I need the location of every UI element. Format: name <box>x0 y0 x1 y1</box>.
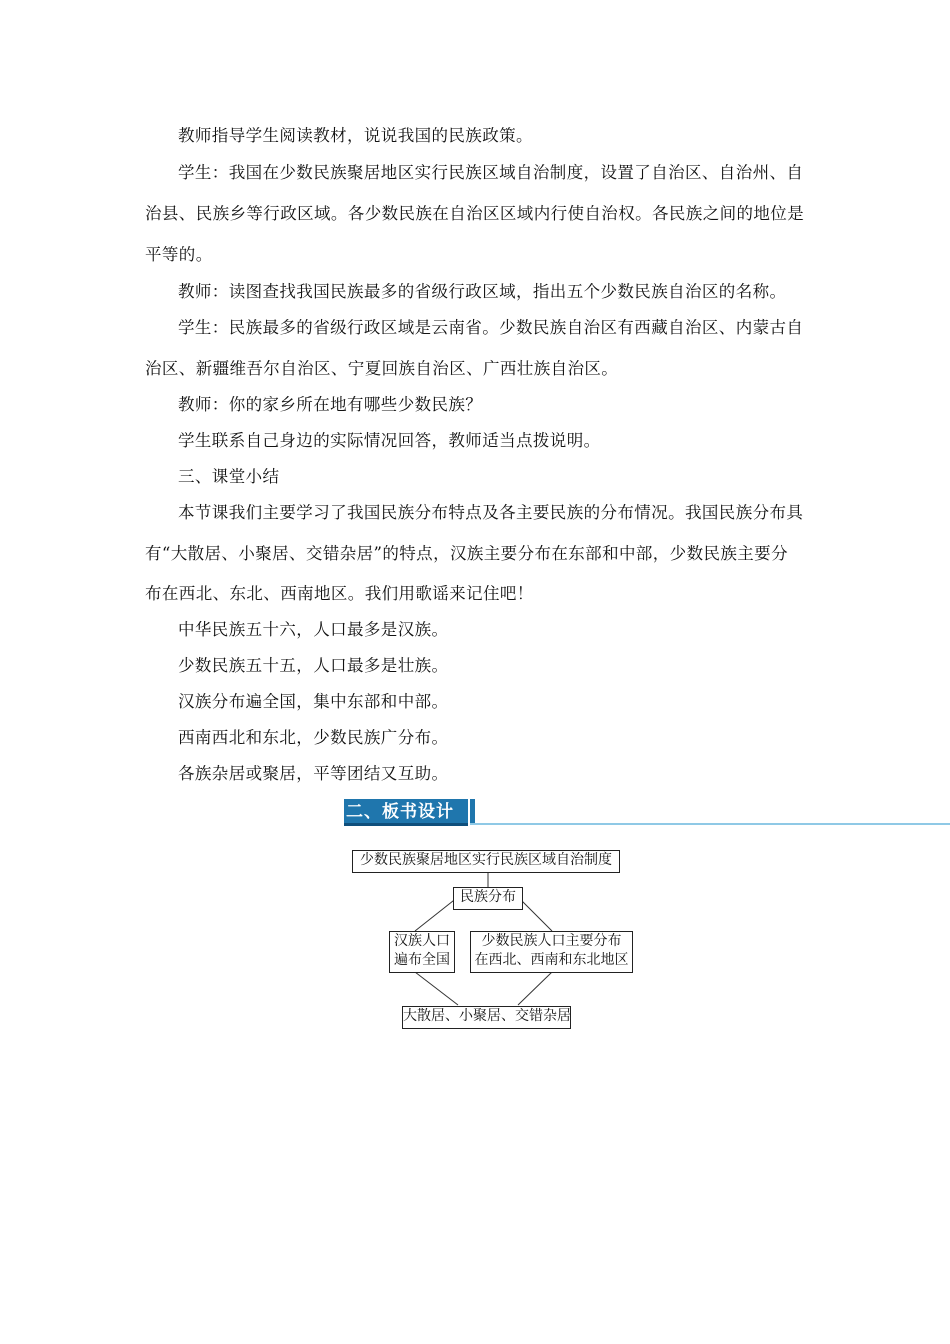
paragraph-1: 教师指导学生阅读教材，说说我国的民族政策。 <box>178 126 533 145</box>
top-box: 少数民族聚居地区实行民族区域自治制度 <box>352 850 620 873</box>
left-box <box>389 931 455 973</box>
summary-line-1: 本节课我们主要学习了我国民族分布特点及各主要民族的分布情况。我国民族分布具 <box>178 503 804 522</box>
connector-left-bottom <box>415 972 458 1005</box>
section-heading-summary: 三、课堂小结 <box>178 467 280 486</box>
bottom-box: 大散居、小聚居、交错杂居 <box>402 1006 571 1029</box>
banner-bar <box>344 799 468 826</box>
rhyme-line-3: 汉族分布遍全国，集中东部和中部。 <box>178 692 449 711</box>
connector-right-bottom <box>518 972 552 1005</box>
rhyme-line-4: 西南西北和东北，少数民族广分布。 <box>178 728 449 747</box>
board-design-diagram <box>340 845 640 1035</box>
summary-line-3: 布在西北、东北、西南地区。我们用歌谣来记住吧！ <box>145 584 534 603</box>
summary-line-2: 有“大散居、小聚居、交错杂居”的特点，汉族主要分布在东部和中部，少数民族主要分 <box>145 544 788 563</box>
paragraph-4-line-2: 治区、新疆维吾尔自治区、宁夏回族自治区、广西壮族自治区。 <box>145 359 619 378</box>
banner-accent <box>470 799 475 823</box>
paragraph-2-line-1: 学生：我国在少数民族聚居地区实行民族区域自治制度，设置了自治区、自治州、自 <box>178 163 804 182</box>
rhyme-line-2: 少数民族五十五，人口最多是壮族。 <box>178 656 449 675</box>
rhyme-line-1: 中华民族五十六，人口最多是汉族。 <box>178 620 449 639</box>
banner-title: 二、板书设计 <box>346 802 454 822</box>
right-box <box>470 931 633 973</box>
section-banner <box>344 799 644 827</box>
left-box-line-1: 汉族人口 <box>394 933 450 949</box>
paragraph-2-line-2: 治县、民族乡等行政区域。各少数民族在自治区区域内行使自治权。各民族之间的地位是 <box>145 204 805 223</box>
banner-underline <box>470 823 950 825</box>
paragraph-3: 教师：读图查找我国民族最多的省级行政区域，指出五个少数民族自治区的名称。 <box>178 282 787 301</box>
left-box-line-2: 遍布全国 <box>394 952 450 968</box>
connector-center-left <box>415 897 458 931</box>
connector-center-right <box>518 897 552 931</box>
right-box-line-1: 少数民族人口主要分布 <box>481 933 622 949</box>
paragraph-6: 学生联系自己身边的实际情况回答，教师适当点拨说明。 <box>178 431 601 450</box>
right-box-line-2: 在西北、西南和东北地区 <box>474 952 629 968</box>
center-box: 民族分布 <box>453 887 523 910</box>
paragraph-4-line-1: 学生：民族最多的省级行政区域是云南省。少数民族自治区有西藏自治区、内蒙古自 <box>178 318 804 337</box>
rhyme-line-5: 各族杂居或聚居，平等团结又互助。 <box>178 764 449 783</box>
paragraph-5: 教师：你的家乡所在地有哪些少数民族？ <box>178 395 483 414</box>
paragraph-2-line-3: 平等的。 <box>145 245 213 264</box>
